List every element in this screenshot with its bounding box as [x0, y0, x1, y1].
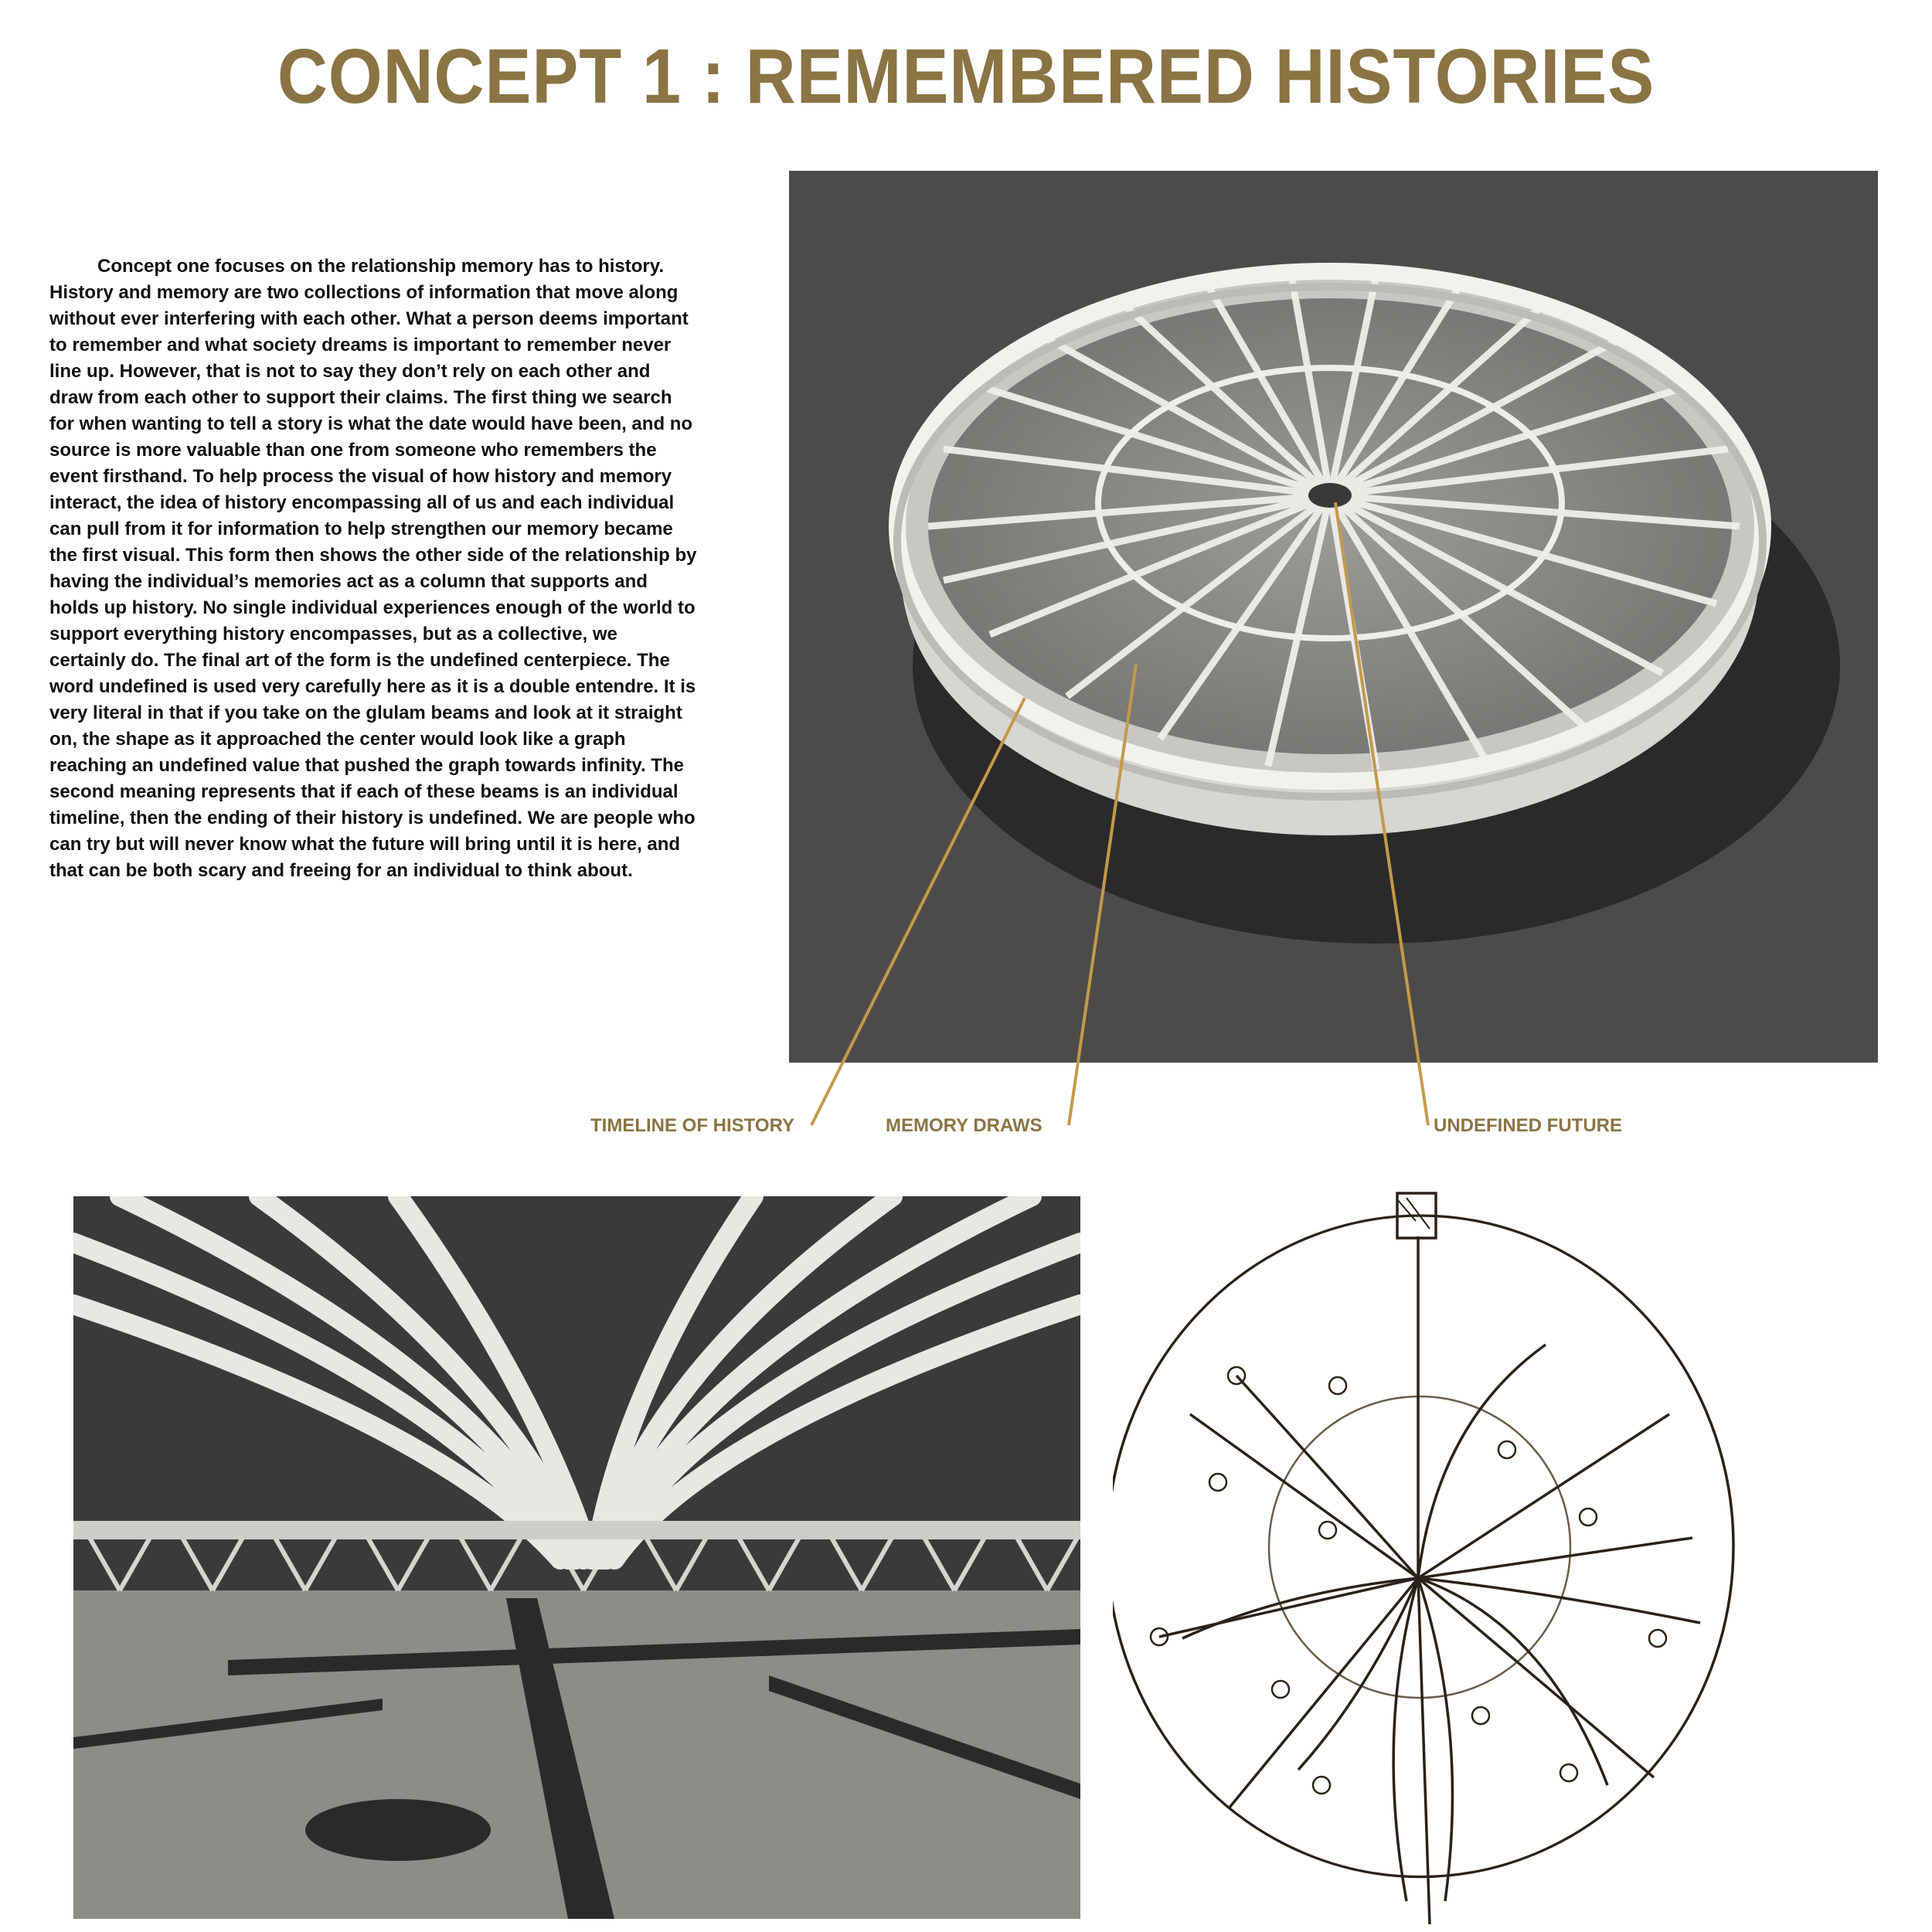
model-aerial-photo [789, 171, 1878, 1063]
concept-description: Concept one focuses on the relationship memory has to history. History and memory are two collections of information that move along without ever interfering with each other. What a person deems important to remember and what society dreams is important to remember never line up. However, that is not to say they don’t rely on each other and draw from each other to support their claims. The first thing we search for when wanting to tell a story is what the date would have been, and no source is more valuable than one from someone who remembers the event firsthand. To help process the visual of how history and memory interact, the idea of history encompassing all of us and each individual can pull from it for information to help strengthen our memory became the first visual. This form then shows the other side of the relationship by having the individual’s memories act as a column that supports and holds up history. No single individual experiences enough of the world to support everything history encompasses, but as a collective, we certainly do. The final art of the form is the undefined centerpiece. The word undefined is used very carefully here as it is a double entendre. It is very literal in that if you take on the glulam beams and look at it straight on, the shape as it approached the center would look like a graph reaching an undefined value that pushed the graph towards infinity. The second meaning represents that if each of these beams is an individual timeline, then the ending of their history is undefined. We are people who can try but will never know what the future will bring until it is here, and that can be both scary and freeing for an individual to think about. [49, 256, 697, 881]
model-interior-photo [73, 1196, 1080, 1919]
label-undefined-future: UNDEFINED FUTURE [1434, 1115, 1622, 1136]
label-timeline-of-history: TIMELINE OF HISTORY [590, 1115, 795, 1136]
concept-sketch [1113, 1190, 1855, 1924]
page-title: CONCEPT 1 : REMEMBERED HISTORIES [277, 33, 1655, 120]
label-memory-draws: MEMORY DRAWS [886, 1115, 1043, 1136]
